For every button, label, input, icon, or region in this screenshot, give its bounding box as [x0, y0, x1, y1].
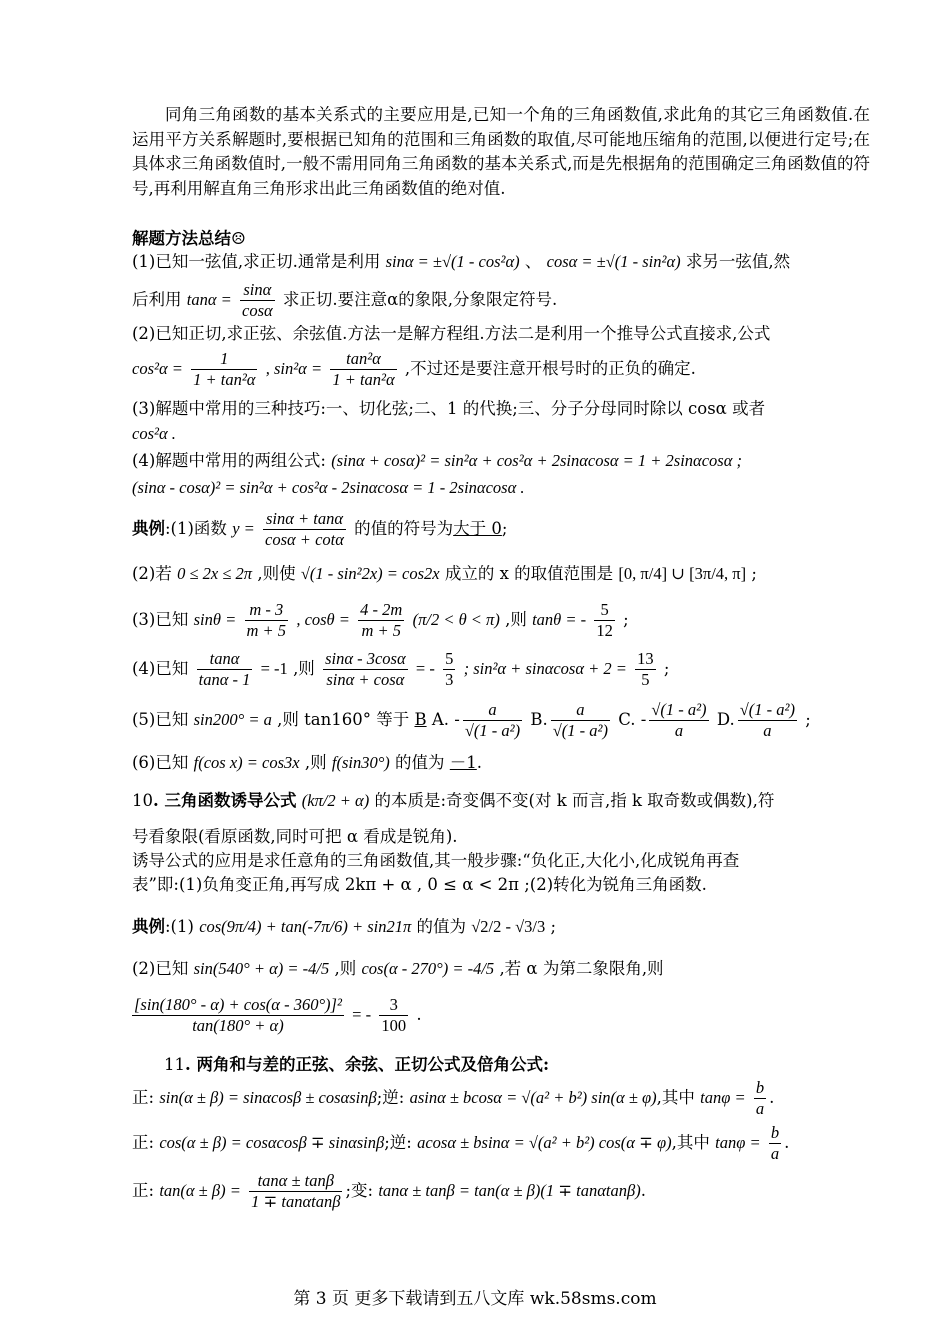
numerator: 5: [594, 600, 615, 621]
item-text: ,则: [505, 610, 527, 629]
label: 正:: [132, 1181, 155, 1200]
formula-sin-squared: , sin²α =: [265, 359, 323, 378]
item-text: (6)已知: [132, 753, 189, 772]
option-c: C. -: [618, 710, 647, 729]
item-text: ,则: [304, 753, 327, 772]
method-2-line-2: [132, 346, 872, 392]
fraction: [249, 1171, 342, 1212]
fraction-cos-squared: [191, 349, 257, 390]
answer-fraction: [635, 649, 656, 690]
example-label: 典例: [132, 917, 165, 936]
numerator: tanα: [197, 649, 253, 670]
denominator: 1 ∓ tanαtanβ: [251, 1192, 341, 1211]
punct: .: [416, 1005, 422, 1024]
denominator: cosα: [242, 301, 273, 320]
formula: tan(α ± β) =: [159, 1181, 241, 1200]
item-text: :(1)函数: [165, 519, 227, 538]
formula: sin200° = a: [193, 710, 272, 729]
fraction-sin-squared: [330, 349, 396, 390]
method-4-text: (4)解题中常用的两组公式:: [132, 451, 326, 470]
denominator: a: [674, 721, 684, 740]
punct: ;: [550, 917, 557, 936]
method-2-text-b: ,不过还是要注意开根号时的正负的确定.: [404, 359, 696, 378]
numerator: sinα: [240, 280, 275, 301]
formula: tanφ =: [700, 1088, 746, 1107]
section-11-cos-line: [132, 1120, 872, 1166]
item-text: ,若 α 为第二象限角,则: [499, 959, 664, 978]
method-3-line-1: (3)解题中常用的三种技巧:一、切化弦;二、1 的代换;三、分子分母同时除以 cosα 或者: [132, 399, 766, 418]
numerator: tanα ± tanβ: [249, 1171, 342, 1192]
formula: , cosθ =: [296, 610, 350, 629]
label: ,其中: [656, 1088, 695, 1107]
denominator: 100: [381, 1016, 407, 1035]
section-11-sin-line: [132, 1075, 872, 1121]
denominator: 1 + tan²α: [193, 370, 256, 389]
formula: tanθ = -: [532, 610, 587, 629]
formula: 0 ≤ 2x ≤ 2π: [177, 564, 253, 583]
formula-cos-squared: cos²α =: [132, 359, 183, 378]
method-1-line-1: [132, 251, 872, 273]
example-2-item-2: [132, 958, 872, 980]
answer: [0, π/4] ∪ [3π/4, π]: [618, 564, 747, 583]
section-10-line-4: 表”即:(1)负角变正角,再写成 2kπ + α , 0 ≤ α < 2π ;(2)转化为锐角三角函数.: [132, 875, 707, 894]
item-text: 的值为: [395, 753, 445, 772]
item-text: (4)已知: [132, 659, 189, 678]
example-1-item-6: [132, 752, 872, 774]
item-text: 的值为: [416, 917, 466, 936]
label: 正:: [132, 1088, 155, 1107]
item-text: (2)若: [132, 564, 172, 583]
label: ;变:: [345, 1181, 374, 1200]
numerator: 4 - 2m: [360, 600, 403, 619]
fraction: [738, 700, 797, 741]
numerator: [sin(180° - α) + cos(α - 360°)]²: [134, 995, 342, 1014]
punct: .: [640, 1181, 646, 1200]
formula: asinα ± bcosα = √(a² + b²) sin(α ± φ): [409, 1088, 657, 1107]
fraction: [649, 700, 708, 741]
denominator: 5: [641, 670, 650, 689]
option-d: D.: [716, 710, 735, 729]
fraction: [754, 1078, 766, 1119]
numerator: sinα + tanα: [263, 509, 346, 530]
item-text: 的值的符号为: [354, 519, 454, 538]
punct: .: [784, 1133, 790, 1152]
section-title: . 三角函数诱导公式: [153, 791, 297, 810]
section-10-line-1: [132, 790, 872, 812]
punct: ;: [663, 659, 670, 678]
fraction-sin-cos: [240, 280, 275, 321]
denominator: tanα - 1: [198, 670, 251, 689]
numerator: √(1 - a²): [651, 700, 707, 719]
example-1-item-1: [132, 506, 872, 552]
answer: √2/2 - √3/3: [471, 917, 546, 936]
formula-cos-identity: cosα = ±√(1 - sin²α): [546, 252, 681, 271]
answer-fraction: [594, 600, 615, 641]
denominator: a: [763, 721, 772, 740]
denominator: m + 5: [361, 621, 402, 640]
method-2-line-1: (2)已知正切,求正弦、余弦值.方法一是解方程组.方法二是利用一个推导公式直接求,公式: [132, 324, 771, 343]
formula: = -: [415, 659, 435, 678]
section-11-tan-line: [132, 1168, 872, 1214]
separator: 、: [524, 252, 542, 271]
method-3-line-2: cos²α .: [132, 424, 176, 443]
item-text: ,则使: [257, 564, 296, 583]
punct: ;: [501, 519, 508, 538]
formula: tanφ =: [715, 1133, 761, 1152]
numerator: m - 3: [245, 600, 289, 621]
formula: = -1: [260, 659, 288, 678]
example-1-item-5: [132, 697, 872, 743]
numerator: sinα - 3cosα: [325, 649, 406, 668]
numerator: a: [551, 700, 610, 721]
formula: cos(α - 270°) = -4/5: [361, 959, 495, 978]
formula: acosα ± bsinα = √(a² + b²) cos(α ∓ φ): [417, 1133, 672, 1152]
method-1-text-b: 求另一弦值,然: [685, 252, 791, 271]
method-4-line-1: [132, 450, 872, 472]
numerator: 1: [191, 349, 257, 370]
answer-fraction: [379, 995, 408, 1036]
denominator: a: [770, 1144, 780, 1163]
formula: tanα ± tanβ = tan(α ± β)(1 ∓ tanαtanβ): [378, 1181, 641, 1200]
numerator: 5: [445, 649, 454, 668]
answer: B: [414, 710, 427, 729]
label: ;逆:: [384, 1133, 412, 1152]
example-1-item-3: [132, 597, 872, 643]
item-text: :(1): [165, 917, 194, 936]
section-text: 的本质是:奇变偶不变(对 k 而言,指 k 取奇数或偶数),符: [374, 791, 775, 810]
numerator: 3: [379, 995, 408, 1016]
denominator: 1 + tan²α: [332, 370, 395, 389]
section-title: . 两角和与差的正弦、余弦、正切公式及倍角公式:: [185, 1055, 550, 1074]
item-text: (3)已知: [132, 610, 189, 629]
method-heading: 解题方法总结☹: [132, 229, 246, 248]
method-1-line-2: [132, 279, 872, 321]
method-1-text: (1)已知一弦值,求正切.通常是利用: [132, 252, 381, 271]
example-2-item-1: [132, 904, 872, 950]
fraction: [358, 600, 404, 641]
denominator: √(1 - a²): [464, 721, 521, 740]
denominator: cosα + cotα: [265, 530, 344, 549]
denominator: a: [755, 1099, 765, 1118]
label: ,其中: [671, 1133, 710, 1152]
item-text: ,则: [293, 659, 315, 678]
fraction: [551, 700, 610, 741]
answer: 大于 0: [453, 519, 502, 538]
denominator: 3: [445, 670, 454, 689]
label: 正:: [132, 1133, 155, 1152]
punct: .: [769, 1088, 775, 1107]
numerator: tan²α: [330, 349, 396, 370]
numerator: √(1 - a²): [739, 700, 795, 719]
formula: (π/2 < θ < π): [412, 610, 500, 629]
answer: －1: [449, 753, 477, 772]
formula: ; sin²α + sinαcosα + 2 =: [463, 659, 627, 678]
denominator: sinα + cosα: [326, 670, 405, 689]
method-1-text-c: 后利用: [132, 290, 182, 309]
formula: sinθ =: [193, 610, 237, 629]
formula: sin(540° + α) = -4/5: [193, 959, 330, 978]
item-text: ,则: [334, 959, 357, 978]
formula: f(cos x) = cos3x: [193, 753, 300, 772]
formula: sin(α ± β) = sinαcosβ ± cosαsinβ: [159, 1088, 377, 1107]
denominator: m + 5: [246, 621, 287, 640]
numerator: b: [755, 1078, 765, 1097]
formula: cos(α ± β) = cosαcosβ ∓ sinαsinβ: [159, 1133, 385, 1152]
fraction: [245, 600, 289, 641]
numerator: b: [770, 1123, 780, 1142]
numerator: a: [463, 700, 522, 721]
example-1-item-4: [132, 646, 872, 692]
formula-tan: tanα =: [186, 290, 232, 309]
formula: (kπ/2 + α): [301, 791, 370, 810]
fraction: [197, 649, 253, 690]
fraction: [132, 995, 344, 1036]
example-1-item-2: [132, 563, 872, 585]
section-10-line-3: 诱导公式的应用是求任意角的三角函数值,其一般步骤:“负化正,大化小,化成锐角再查: [132, 851, 740, 870]
intro-paragraph: 同角三角函数的基本关系式的主要应用是,已知一个角的三角函数值,求此角的其它三角函数值.在运用平方关系解题时,要根据已知角的范围和三角函数的取值,尽可能地压缩角的范围,以便进行定号;在具体求三角函数值时,一般不需用同角三角函数的基本关系式,而是先根据角的范围确定三角函数值的符号,再利用解直角三角形求出此三角函数值的绝对值.: [132, 105, 870, 198]
fraction: [769, 1123, 781, 1164]
denominator: √(1 - a²): [552, 721, 608, 740]
formula: cos(9π/4) + tan(-7π/6) + sin21π: [199, 917, 412, 936]
section-11-title-line: [164, 1054, 904, 1076]
item-text: (2)已知: [132, 959, 189, 978]
punct: ;: [805, 710, 811, 729]
label: ;逆:: [376, 1088, 405, 1107]
punct: ;: [751, 564, 757, 583]
formula-y: y =: [232, 519, 255, 538]
fraction-function: [263, 509, 346, 550]
section-number: 10: [132, 791, 153, 810]
denominator: 12: [596, 621, 613, 640]
formula: √(1 - sin²2x) = cos2x: [300, 564, 440, 583]
example-label: 典例: [132, 519, 165, 538]
method-1-text-d: 求正切.要注意α的象限,分象限定符号.: [282, 290, 558, 309]
punct: ;: [623, 610, 629, 629]
option-a: A. -: [431, 710, 460, 729]
section-number: 11: [164, 1055, 185, 1074]
fraction: [323, 649, 408, 690]
page-footer: 第 3 页 更多下载请到五八文库 wk.58sms.com: [293, 1289, 657, 1309]
item-text: 成立的 x 的取值范围是: [444, 564, 614, 583]
option-b: B.: [530, 710, 548, 729]
formula: f(sin30°): [331, 753, 390, 772]
item-text: ,则 tan160° 等于: [277, 710, 410, 729]
punct: .: [476, 753, 483, 772]
formula: = -: [352, 1005, 372, 1024]
fraction: [463, 700, 522, 741]
example-2-item-2-formula: [132, 992, 872, 1038]
formula-sin-identity: sinα = ±√(1 - cos²α): [385, 252, 520, 271]
section-10-line-2: 号看象限(看原函数,同时可把 α 看成是锐角).: [132, 827, 458, 846]
answer-fraction: [443, 649, 455, 690]
item-text: (5)已知: [132, 710, 189, 729]
formula-sum-squared: (sinα + cosα)² = sin²α + cos²α + 2sinαcosα = 1 + 2sinαcosα ;: [331, 451, 742, 470]
numerator: 13: [637, 649, 654, 668]
formula-diff-squared: (sinα - cosα)² = sin²α + cos²α - 2sinαcosα = 1 - 2sinαcosα .: [132, 478, 525, 497]
denominator: tan(180° + α): [192, 1016, 284, 1035]
